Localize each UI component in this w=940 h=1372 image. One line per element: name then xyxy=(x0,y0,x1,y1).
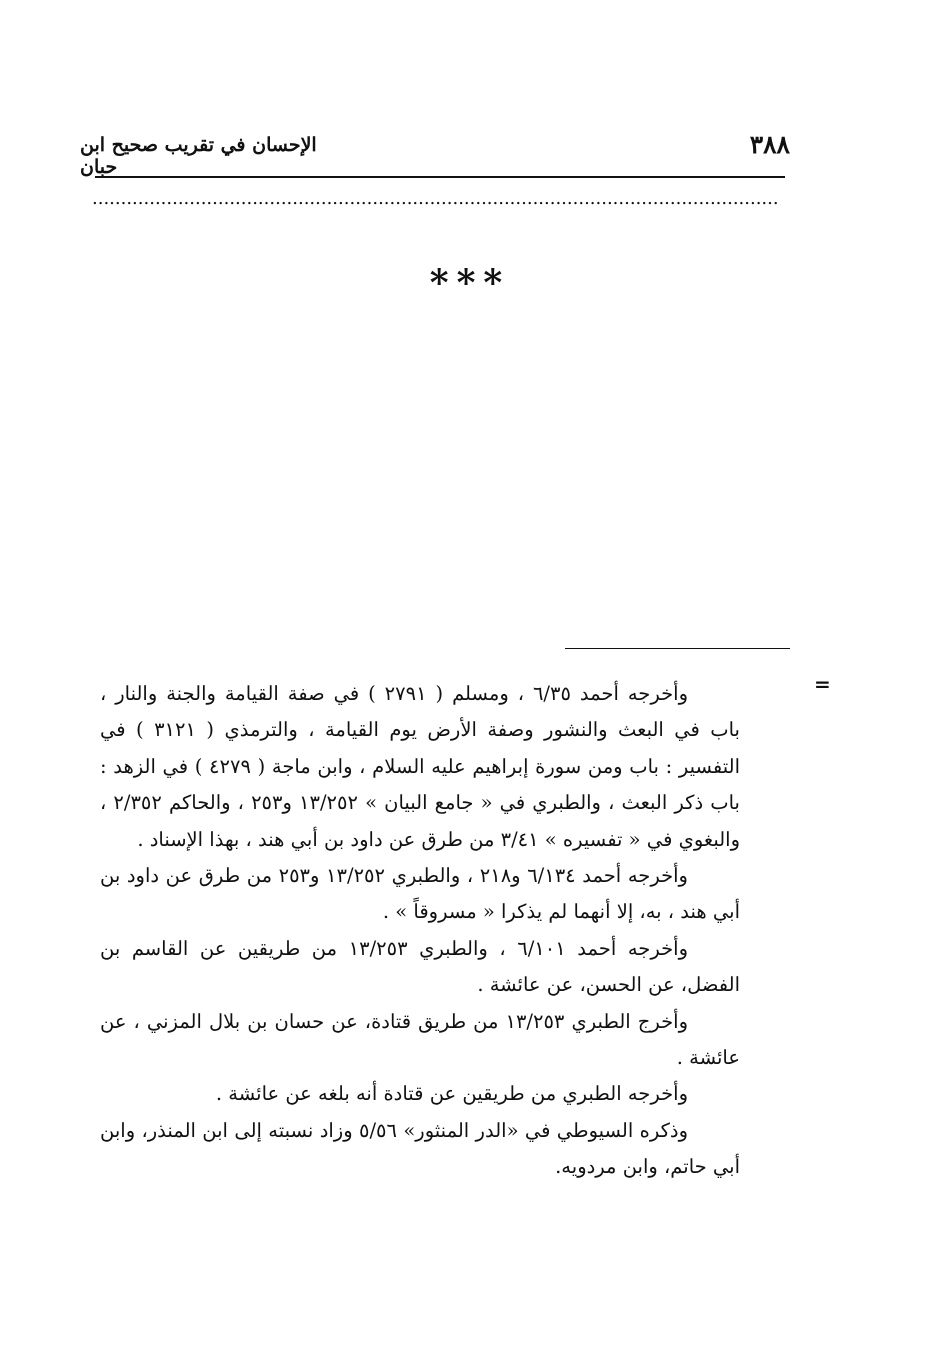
section-separator: *** xyxy=(429,262,511,304)
footnote-paragraph: وذكره السيوطي في «الدر المنثور» ٥/٥٦ وزاد نسبته إلى ابن المنذر، وابن أبي حاتم، وابن مردويه. xyxy=(100,1118,740,1179)
footnote-paragraph: وأخرجه أحمد ٦/١٠١ ، والطبري ١٣/٢٥٣ من طريقين عن القاسم بن الفضل، عن الحسن، عن عائشة . xyxy=(100,936,740,997)
dotted-divider: ........................................................................................................................ xyxy=(92,189,779,209)
footnote-continuation-mark: = xyxy=(814,672,831,696)
footnote-paragraph: وأخرجه الطبري من طريقين عن قتادة أنه بلغه عن عائشة . xyxy=(215,1082,688,1106)
footnotes xyxy=(100,676,740,1186)
running-title: الإحسان في تقريب صحيح ابن حبان xyxy=(80,134,317,178)
page-number: ٣٨٨ xyxy=(749,130,790,159)
footnote-paragraph: وأخرج الطبري ١٣/٢٥٣ من طريق قتادة، عن حسان بن بلال المزني ، عن عائشة . xyxy=(100,1009,740,1070)
footnote-rule xyxy=(565,648,790,649)
footnote-paragraph: وأخرجه أحمد ٦/٣٥ ، ومسلم ( ٢٧٩١ ) في صفة القيامة والجنة والنار ، باب في البعث والنشور وصفة الأرض يوم القيامة ، والترمذي ( ٣١٢١ ) في التفسير : باب ومن سورة إبراهيم عليه السلام ، وابن ماجة ( ٤٢٧٩ ) في الزهد : باب ذكر البعث ، والطبري في « جامع البيان » ١٣/٢٥٢ و٢٥٣ ، والحاكم ٢/٣٥٢ ، والبغوي في « تفسيره » ٣/٤١ من طرق عن داود بن أبي هند ، بهذا الإسناد . xyxy=(100,682,740,851)
header-rule xyxy=(95,176,785,178)
footnote-paragraph: وأخرجه أحمد ٦/١٣٤ و٢١٨ ، والطبري ١٣/٢٥٢ و٢٥٣ من طرق عن داود بن أبي هند ، به، إلا أنهما لم يذكرا « مسروقاً » . xyxy=(100,864,740,924)
